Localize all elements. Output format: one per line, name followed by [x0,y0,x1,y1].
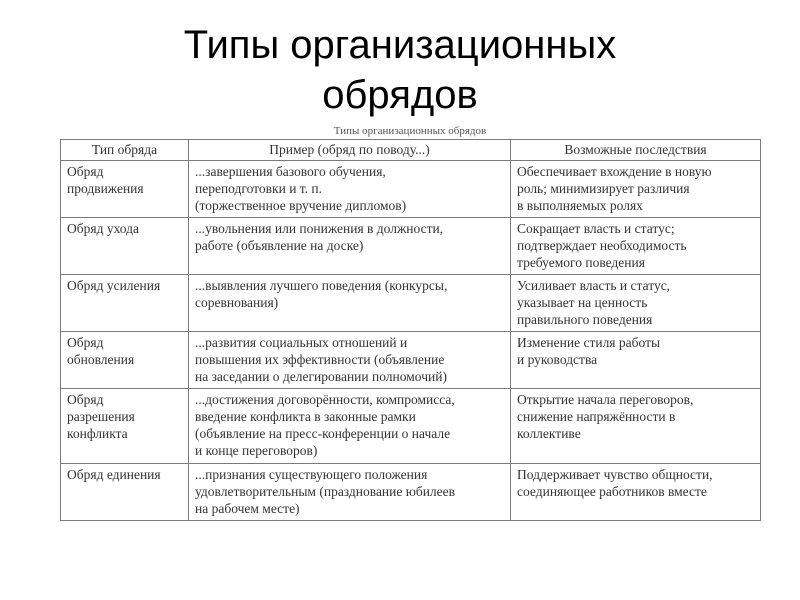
slide-title-line-2: обрядов [322,73,478,117]
cell-example: ...выявления лучшего поведения (конкурсы, соревнования) [189,275,511,332]
cell-consequence: Обеспечивает вхождение в новую роль; минимизирует различия в выполняемых ролях [511,161,761,218]
cell-example: ...увольнения или понижения в должности, работе (объявление на доске) [189,218,511,275]
slide-title [0,20,800,120]
column-header-type: Тип обряда [61,140,189,161]
cell-consequence: Усиливает власть и статус, указывает на ценность правильного поведения [511,275,761,332]
cell-consequence: Сокращает власть и статус; подтверждает необходимость требуемого поведения [511,218,761,275]
table-row [61,218,761,275]
table-row [61,275,761,332]
table-row [61,161,761,218]
table-row [61,464,761,521]
cell-type: Обряд разрешения конфликта [61,389,189,464]
column-header-consequence: Возможные последствия [511,140,761,161]
cell-example: ...достижения договорённости, компромисса, введение конфликта в законные рамки (объявление на пресс-конференции о начале и конце переговоров) [189,389,511,464]
cell-consequence: Поддерживает чувство общности, соединяющее работников вместе [511,464,761,521]
cell-example: ...завершения базового обучения, переподготовки и т. п. (торжественное вручение дипломов) [189,161,511,218]
cell-type: Обряд единения [61,464,189,521]
cell-consequence: Открытие начала переговоров, снижение напряжённости в коллективе [511,389,761,464]
cell-example: ...признания существующего положения удовлетворительным (празднование юбилеев на рабочем месте) [189,464,511,521]
column-header-example: Пример (обряд по поводу...) [189,140,511,161]
table-header-row [61,140,761,161]
cell-type: Обряд усиления [61,275,189,332]
cell-consequence: Изменение стиля работы и руководства [511,332,761,389]
cell-example: ...развития социальных отношений и повышения их эффективности (объявление на заседании о делегировании полномочий) [189,332,511,389]
table-caption: Типы организационных обрядов [333,125,487,137]
cell-type: Обряд ухода [61,218,189,275]
cell-type: Обряд обновления [61,332,189,389]
table-row [61,332,761,389]
rites-table [60,139,761,521]
cell-type: Обряд продвижения [61,161,189,218]
slide-title-line-1: Типы организационных [183,23,617,67]
table-row [61,389,761,464]
